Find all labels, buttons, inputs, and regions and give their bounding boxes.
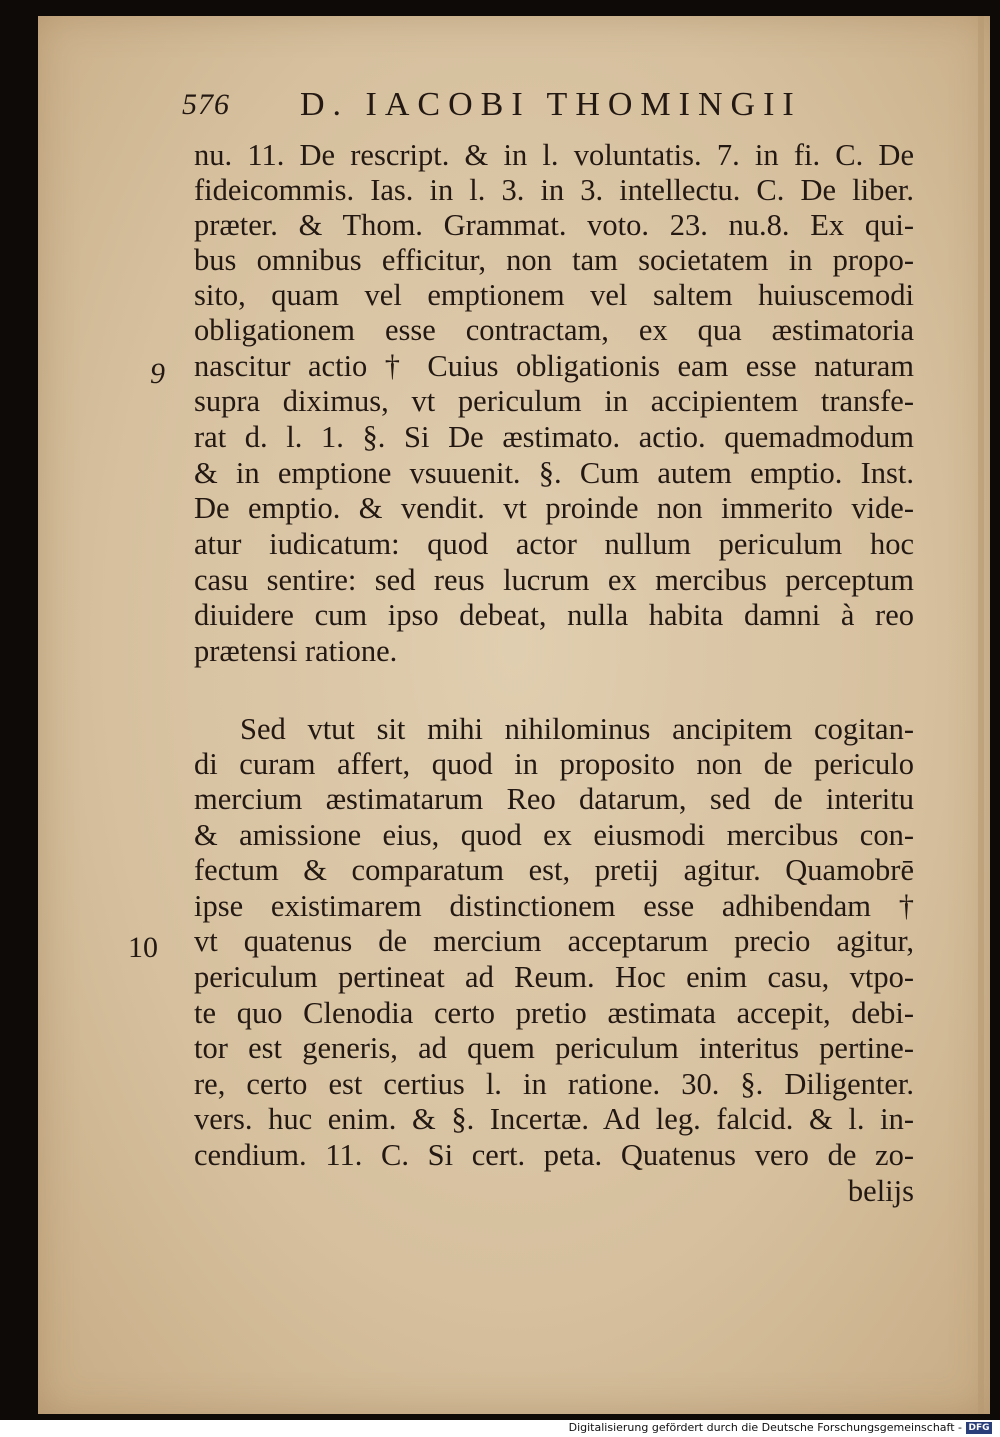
text-line: fectum & comparatum est, pretij agitur. Quamobrē — [194, 853, 914, 887]
margin-note-number: 10 — [128, 931, 158, 964]
text-line: supra diximus, vt periculum in accipientem transfe- — [194, 384, 914, 418]
text-line: re, certo est certius l. in ratione. 30. §. Diligenter. — [194, 1067, 914, 1101]
text-line: fideicommis. Ias. in l. 3. in 3. intellectu. C. De liber. — [194, 173, 914, 207]
text-line: nu. 11. De rescript. & in l. voluntatis. 7. in fi. C. De — [194, 138, 914, 172]
text-line: tor est generis, ad quem periculum interitus pertine- — [194, 1031, 914, 1065]
text-line: & in emptione vsuuenit. §. Cum autem emptio. Inst. — [194, 456, 914, 490]
page-edge — [978, 16, 984, 1414]
text-line: di curam affert, quod in proposito non de periculo — [194, 747, 914, 781]
text-line: nascitur actio † Cuius obligationis eam esse naturam — [194, 349, 914, 383]
text-line: præter. & Thom. Grammat. voto. 23. nu.8. Ex qui- — [194, 208, 914, 242]
text-line: Sed vtut sit mihi nihilominus ancipitem cogitan- — [240, 712, 914, 746]
text-line: ipse existimarem distinctionem esse adhibendam † — [194, 889, 914, 923]
text-line: te quo Clenodia certo pretio æstimata accepit, debi- — [194, 996, 914, 1030]
running-head: D. IACOBI THOMINGII — [300, 86, 802, 123]
margin-note-number: 9 — [150, 357, 165, 390]
text-line: & amissione eius, quod ex eiusmodi mercibus con- — [194, 818, 914, 852]
text-line: atur iudicatum: quod actor nullum periculum hoc — [194, 527, 914, 561]
text-line: De emptio. & vendit. vt proinde non immerito vide- — [194, 491, 914, 525]
catchword: belijs — [847, 1174, 914, 1208]
footer-credit: Digitalisierung gefördert durch die Deutsche Forschungsgemeinschaft - — [568, 1421, 962, 1434]
text-line: vt quatenus de mercium acceptarum precio agitur, — [194, 924, 914, 958]
page-number: 576 — [182, 88, 230, 121]
text-line: periculum pertineat ad Reum. Hoc enim casu, vtpo- — [194, 960, 914, 994]
text-line: casu sentire: sed reus lucrum ex mercibus perceptum — [194, 563, 914, 597]
text-line: prætensi ratione. — [194, 634, 398, 668]
text-line: obligationem esse contractam, ex qua æstimatoria — [194, 313, 914, 347]
text-line: vers. huc enim. & §. Incertæ. Ad leg. falcid. & l. in- — [194, 1102, 914, 1136]
text-line: sito, quam vel emptionem vel saltem huiuscemodi — [194, 278, 914, 312]
text-line: mercium æstimatarum Reo datarum, sed de interitu — [194, 782, 914, 816]
text-line: rat d. l. 1. §. Si De æstimato. actio. quemadmodum — [194, 420, 914, 454]
text-line: bus omnibus efficitur, non tam societatem in propo- — [194, 243, 914, 277]
text-line: cendium. 11. C. Si cert. peta. Quatenus vero de zo- — [194, 1138, 914, 1172]
dfg-logo: DFG — [966, 1422, 992, 1434]
text-line: diuidere cum ipso debeat, nulla habita damni à reo — [194, 598, 914, 632]
